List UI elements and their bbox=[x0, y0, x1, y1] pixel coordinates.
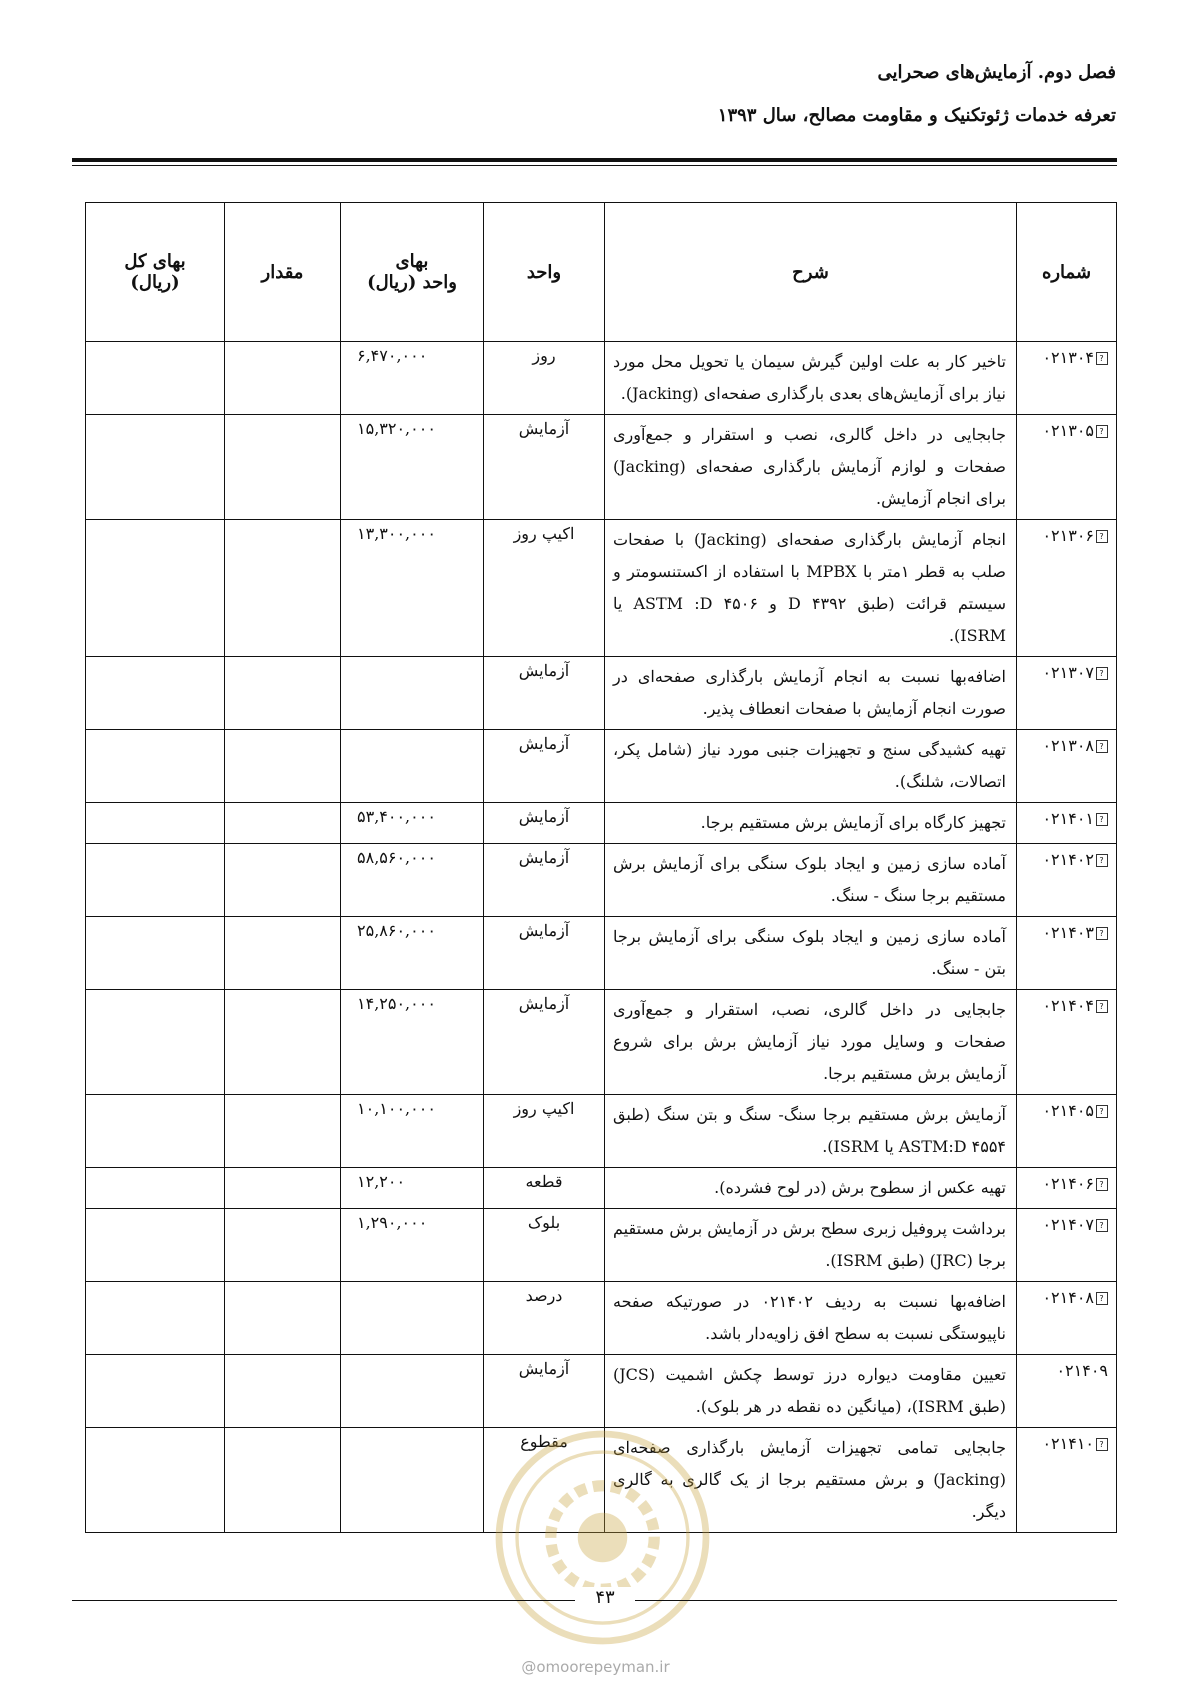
row-unit-price: ۵۸,۵۶۰,۰۰۰ bbox=[341, 844, 484, 917]
document-title: تعرفه خدمات ژئوتکنیک و مقاومت مصالح، سال ۱۳۹۳ bbox=[717, 105, 1116, 126]
row-total-price bbox=[86, 730, 225, 803]
row-code-text: ۰۲۱۳۰۸ bbox=[1042, 736, 1094, 755]
col-header-unit: واحد bbox=[484, 203, 605, 342]
row-code bbox=[1017, 990, 1117, 1095]
table-row bbox=[86, 844, 1117, 917]
col-header-number: شماره bbox=[1017, 203, 1117, 342]
header-rule-thin bbox=[72, 165, 1117, 166]
star-marker-icon: ? bbox=[1096, 1178, 1108, 1191]
row-total-price bbox=[86, 415, 225, 520]
row-unit: آزمایش bbox=[484, 803, 605, 844]
star-marker-icon: ? bbox=[1096, 927, 1108, 940]
star-marker-icon: ? bbox=[1096, 813, 1108, 826]
row-unit: روز bbox=[484, 342, 605, 415]
row-code-text: ۰۲۱۴۰۹ bbox=[1056, 1361, 1108, 1380]
row-quantity bbox=[225, 415, 341, 520]
page-number: ۴۳ bbox=[575, 1587, 635, 1608]
row-code bbox=[1017, 415, 1117, 520]
star-marker-icon: ? bbox=[1096, 1105, 1108, 1118]
row-code-text: ۰۲۱۴۱۰ bbox=[1042, 1434, 1094, 1453]
table-row bbox=[86, 520, 1117, 657]
chapter-title: فصل دوم. آزمایش‌های صحرایی bbox=[877, 62, 1116, 83]
row-quantity bbox=[225, 1282, 341, 1355]
table-row bbox=[86, 1095, 1117, 1168]
row-unit: آزمایش bbox=[484, 990, 605, 1095]
row-unit: آزمایش bbox=[484, 917, 605, 990]
row-code-text: ۰۲۱۳۰۵ bbox=[1042, 421, 1094, 440]
unit-price-label-line1: بهای bbox=[395, 251, 429, 272]
row-code bbox=[1017, 657, 1117, 730]
row-description: آماده سازی زمین و ایجاد بلوک سنگی برای آزمایش برجا بتن - سنگ. bbox=[605, 917, 1017, 990]
row-quantity bbox=[225, 1428, 341, 1533]
row-quantity bbox=[225, 844, 341, 917]
row-code-text: ۰۲۱۴۰۶ bbox=[1042, 1174, 1094, 1193]
header-rule-thick bbox=[72, 158, 1117, 162]
row-unit: درصد bbox=[484, 1282, 605, 1355]
row-unit: قطعه bbox=[484, 1168, 605, 1209]
row-quantity bbox=[225, 1209, 341, 1282]
row-code-text: ۰۲۱۴۰۷ bbox=[1042, 1215, 1094, 1234]
table-row bbox=[86, 1168, 1117, 1209]
row-code bbox=[1017, 1282, 1117, 1355]
row-total-price bbox=[86, 990, 225, 1095]
table-row bbox=[86, 342, 1117, 415]
table-row bbox=[86, 990, 1117, 1095]
row-code-text: ۰۲۱۴۰۱ bbox=[1042, 809, 1094, 828]
star-marker-icon: ? bbox=[1096, 854, 1108, 867]
row-unit: اکیپ روز bbox=[484, 1095, 605, 1168]
row-description: تاخیر کار به علت اولین گیرش سیمان یا تحویل محل مورد نیاز برای آزمایش‌های بعدی بارگذاری صفحه‌ای (Jacking). bbox=[605, 342, 1017, 415]
row-code bbox=[1017, 1095, 1117, 1168]
star-marker-icon: ? bbox=[1096, 740, 1108, 753]
row-total-price bbox=[86, 844, 225, 917]
star-marker-icon: ? bbox=[1096, 352, 1108, 365]
total-price-label-line2: (ریال) bbox=[130, 272, 180, 293]
row-unit: بلوک bbox=[484, 1209, 605, 1282]
row-quantity bbox=[225, 1168, 341, 1209]
row-description: جابجایی در داخل گالری، نصب، استقرار و جمع‌آوری صفحات و وسایل مورد نیاز آزمایش برش برای شروع آزمایش برش مستقیم برجا. bbox=[605, 990, 1017, 1095]
row-quantity bbox=[225, 917, 341, 990]
row-description: تهیه کشیدگی سنج و تجهیزات جنبی مورد نیاز (شامل پکر، اتصالات، شلنگ). bbox=[605, 730, 1017, 803]
table-row bbox=[86, 1209, 1117, 1282]
row-description: اضافه‌بها نسبت به ردیف ۰۲۱۴۰۲ در صورتیکه صفحه ناپیوستگی نسبت به سطح افق زاویه‌دار باشد. bbox=[605, 1282, 1017, 1355]
row-unit: مقطوع bbox=[484, 1428, 605, 1533]
star-marker-icon: ? bbox=[1096, 1000, 1108, 1013]
row-description: جابجایی تمامی تجهیزات آزمایش بارگذاری صفحه‌ای (Jacking) و برش مستقیم برجا از یک گالری به گالری دیگر. bbox=[605, 1428, 1017, 1533]
row-total-price bbox=[86, 342, 225, 415]
row-description: اضافه‌بها نسبت به انجام آزمایش بارگذاری صفحه‌ای در صورت انجام آزمایش با صفحات انعطاف پذیر. bbox=[605, 657, 1017, 730]
table-row bbox=[86, 415, 1117, 520]
row-code bbox=[1017, 730, 1117, 803]
table-row bbox=[86, 657, 1117, 730]
row-unit: آزمایش bbox=[484, 730, 605, 803]
row-total-price bbox=[86, 1168, 225, 1209]
row-code-text: ۰۲۱۴۰۲ bbox=[1042, 850, 1094, 869]
row-unit: آزمایش bbox=[484, 415, 605, 520]
table-row bbox=[86, 730, 1117, 803]
row-unit: آزمایش bbox=[484, 1355, 605, 1428]
row-code bbox=[1017, 1209, 1117, 1282]
row-code bbox=[1017, 520, 1117, 657]
row-unit-price: ۵۳,۴۰۰,۰۰۰ bbox=[341, 803, 484, 844]
row-code-text: ۰۲۱۳۰۶ bbox=[1042, 526, 1094, 545]
row-unit-price bbox=[341, 1428, 484, 1533]
star-marker-icon: ? bbox=[1096, 1292, 1108, 1305]
unit-price-label-line2: واحد (ریال) bbox=[367, 272, 457, 293]
table-header-row bbox=[86, 203, 1117, 342]
table-row bbox=[86, 917, 1117, 990]
row-code-text: ۰۲۱۴۰۵ bbox=[1042, 1101, 1094, 1120]
row-code bbox=[1017, 803, 1117, 844]
table-row bbox=[86, 803, 1117, 844]
table-row bbox=[86, 1355, 1117, 1428]
table-row bbox=[86, 1282, 1117, 1355]
row-unit-price bbox=[341, 657, 484, 730]
star-marker-icon: ? bbox=[1096, 1219, 1108, 1232]
row-unit-price: ۱۴,۲۵۰,۰۰۰ bbox=[341, 990, 484, 1095]
row-unit-price bbox=[341, 1282, 484, 1355]
row-description: جابجایی در داخل گالری، نصب و استقرار و جمع‌آوری صفحات و لوازم آزمایش بارگذاری صفحه‌ای (Jacking) برای انجام آزمایش. bbox=[605, 415, 1017, 520]
row-unit: آزمایش bbox=[484, 844, 605, 917]
row-description: تجهیز کارگاه برای آزمایش برش مستقیم برجا. bbox=[605, 803, 1017, 844]
tariff-table bbox=[85, 202, 1117, 1533]
row-unit-price: ۱۳,۳۰۰,۰۰۰ bbox=[341, 520, 484, 657]
row-unit-price: ۱,۲۹۰,۰۰۰ bbox=[341, 1209, 484, 1282]
row-quantity bbox=[225, 990, 341, 1095]
row-quantity bbox=[225, 730, 341, 803]
row-unit-price: ۱۵,۳۲۰,۰۰۰ bbox=[341, 415, 484, 520]
table-body bbox=[86, 342, 1117, 1533]
table-row bbox=[86, 1428, 1117, 1533]
row-quantity bbox=[225, 1095, 341, 1168]
star-marker-icon: ? bbox=[1096, 667, 1108, 680]
row-unit: آزمایش bbox=[484, 657, 605, 730]
star-marker-icon: ? bbox=[1096, 425, 1108, 438]
row-unit-price bbox=[341, 1355, 484, 1428]
row-quantity bbox=[225, 803, 341, 844]
row-total-price bbox=[86, 917, 225, 990]
row-code-text: ۰۲۱۴۰۳ bbox=[1042, 923, 1094, 942]
star-marker-icon: ? bbox=[1096, 1438, 1108, 1451]
row-code-text: ۰۲۱۴۰۸ bbox=[1042, 1288, 1094, 1307]
row-total-price bbox=[86, 1095, 225, 1168]
row-code-text: ۰۲۱۳۰۴ bbox=[1042, 348, 1094, 367]
row-description: تعیین مقاومت دیواره درز توسط چکش اشمیت (JCS) (طبق ISRM)، (میانگین ده نقطه در هر بلوک). bbox=[605, 1355, 1017, 1428]
row-code bbox=[1017, 342, 1117, 415]
col-header-quantity: مقدار bbox=[225, 203, 341, 342]
row-quantity bbox=[225, 342, 341, 415]
row-total-price bbox=[86, 803, 225, 844]
row-unit-price: ۱۲,۲۰۰ bbox=[341, 1168, 484, 1209]
row-total-price bbox=[86, 1209, 225, 1282]
row-code-text: ۰۲۱۳۰۷ bbox=[1042, 663, 1094, 682]
row-code bbox=[1017, 1428, 1117, 1533]
row-description: تهیه عکس از سطوح برش (در لوح فشرده). bbox=[605, 1168, 1017, 1209]
row-code bbox=[1017, 917, 1117, 990]
row-total-price bbox=[86, 657, 225, 730]
row-description: برداشت پروفیل زبری سطح برش در آزمایش برش مستقیم برجا (JRC) (طبق ISRM). bbox=[605, 1209, 1017, 1282]
row-total-price bbox=[86, 1355, 225, 1428]
row-quantity bbox=[225, 657, 341, 730]
row-quantity bbox=[225, 520, 341, 657]
row-code bbox=[1017, 1355, 1117, 1428]
col-header-description: شرح bbox=[605, 203, 1017, 342]
row-quantity bbox=[225, 1355, 341, 1428]
page-header bbox=[76, 62, 1116, 126]
row-total-price bbox=[86, 520, 225, 657]
star-marker-icon: ? bbox=[1096, 530, 1108, 543]
site-watermark: @omoorepeyman.ir bbox=[521, 1658, 670, 1676]
row-description: آزمایش برش مستقیم برجا سنگ- سنگ و بتن سنگ (طبق ASTM:D ۴۵۵۴ یا ISRM). bbox=[605, 1095, 1017, 1168]
col-header-total-price bbox=[86, 203, 225, 342]
row-code bbox=[1017, 844, 1117, 917]
row-total-price bbox=[86, 1282, 225, 1355]
row-code-text: ۰۲۱۴۰۴ bbox=[1042, 996, 1094, 1015]
row-unit-price: ۱۰,۱۰۰,۰۰۰ bbox=[341, 1095, 484, 1168]
row-unit: اکیپ روز bbox=[484, 520, 605, 657]
row-description: انجام آزمایش بارگذاری صفحه‌ای (Jacking) با صفحات صلب به قطر ۱متر با MPBX با استفاده از اکستنسومتر و سیستم قرائت (طبق D ۴۳۹۲ و ۴۵۰۶ ASTM :D یا ISRM). bbox=[605, 520, 1017, 657]
row-unit-price bbox=[341, 730, 484, 803]
total-price-label-line1: بهای کل bbox=[124, 251, 186, 272]
row-total-price bbox=[86, 1428, 225, 1533]
row-unit-price: ۶,۴۷۰,۰۰۰ bbox=[341, 342, 484, 415]
row-description: آماده سازی زمین و ایجاد بلوک سنگی برای آزمایش برش مستقیم برجا سنگ - سنگ. bbox=[605, 844, 1017, 917]
row-unit-price: ۲۵,۸۶۰,۰۰۰ bbox=[341, 917, 484, 990]
col-header-unit-price bbox=[341, 203, 484, 342]
row-code bbox=[1017, 1168, 1117, 1209]
